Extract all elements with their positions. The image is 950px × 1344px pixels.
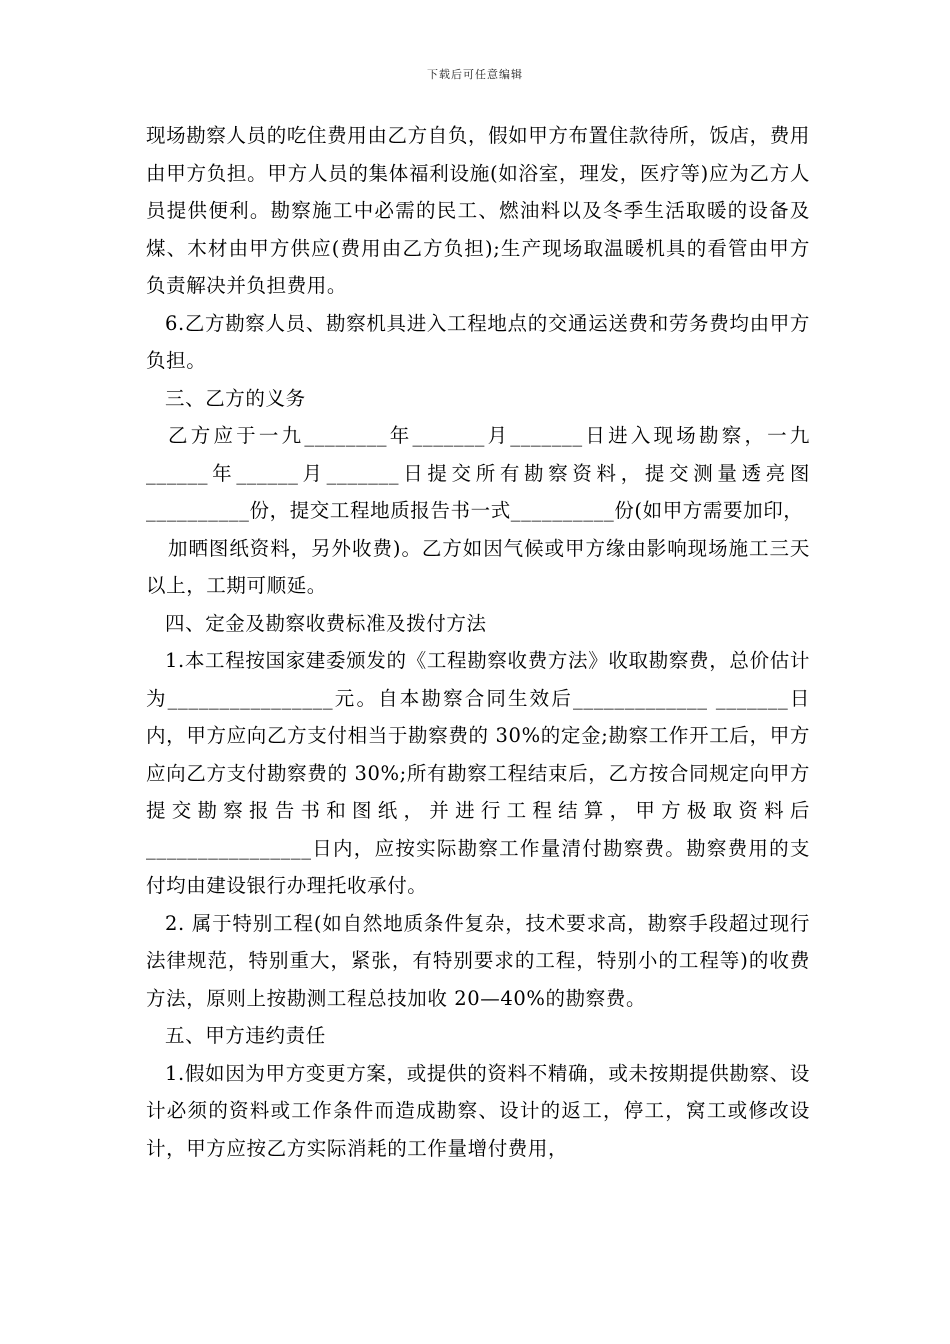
paragraph-delay: 加晒图纸资料，另外收费)。乙方如因气候或甲方缘由影响现场施工三天以上，工期可顺延。	[146, 536, 810, 597]
document-body	[146, 117, 810, 1167]
paragraph-item-6: 6.乙方勘察人员、勘察机具进入工程地点的交通运送费和劳务费均由甲方负担。	[146, 311, 810, 372]
section-heading-3: 三、乙方的义务	[165, 386, 306, 410]
paragraph-breach-1: 1.假如因为甲方变更方案，或提供的资料不精确，或未按期提供勘察、设计必须的资料或工作条件而造成勘察、设计的返工，停工，窝工或修改设计，甲方应按乙方实际消耗的工作量增付费用，	[146, 1061, 810, 1160]
paragraph-schedule: 乙方应于一九________年_______月_______日进入现场勘察，一九______年______月_______日提交所有勘察资料，提交测量透亮图__________份，提交工程地质报告书一式__________份(如甲方需要加印，	[146, 424, 810, 522]
paragraph-lodging: 现场勘察人员的吃住费用由乙方自负，假如甲方布置住款待所，饭店，费用由甲方负担。甲方人员的集体福利设施(如浴室，理发，医疗等)应为乙方人员提供便利。勘察施工中必需的民工、燃油料以及冬季生活取暖的设备及煤、木材由甲方供应(费用由乙方负担);生产现场取温暖机具的看管由甲方负责解决并负担费用。	[146, 124, 810, 297]
page-header: 下载后可任意编辑	[427, 68, 523, 81]
paragraph-fee-1: 1.本工程按国家建委颁发的《工程勘察收费方法》收取勘察费，总价估计为________________元。自本勘察合同生效后_____________ _______日内，甲方应向乙方支付相当于勘察费的 30%的定金;勘察工作开工后，甲方应向乙方支付勘察费的 30%;所有勘察工程结束后，乙方按合同规定向甲方提交勘察报告书和图纸，并进行工程结算，甲方极取资料后________________日内，应按实际勘察工作量清付勘察费。勘察费用的支付均由建设银行办理托收承付。	[146, 649, 810, 897]
section-heading-5: 五、甲方违约责任	[165, 1024, 326, 1047]
paragraph-fee-2: 2. 属于特别工程(如自然地质条件复杂，技术要求高，勘察手段超过现行法律规范，特别重大，紧张，有特别要求的工程，特别小的工程等)的收费方法，原则上按勘测工程总技加收 20—40%的勘察费。	[146, 911, 810, 1010]
section-heading-4: 四、定金及勘察收费标准及拨付方法	[165, 611, 487, 635]
